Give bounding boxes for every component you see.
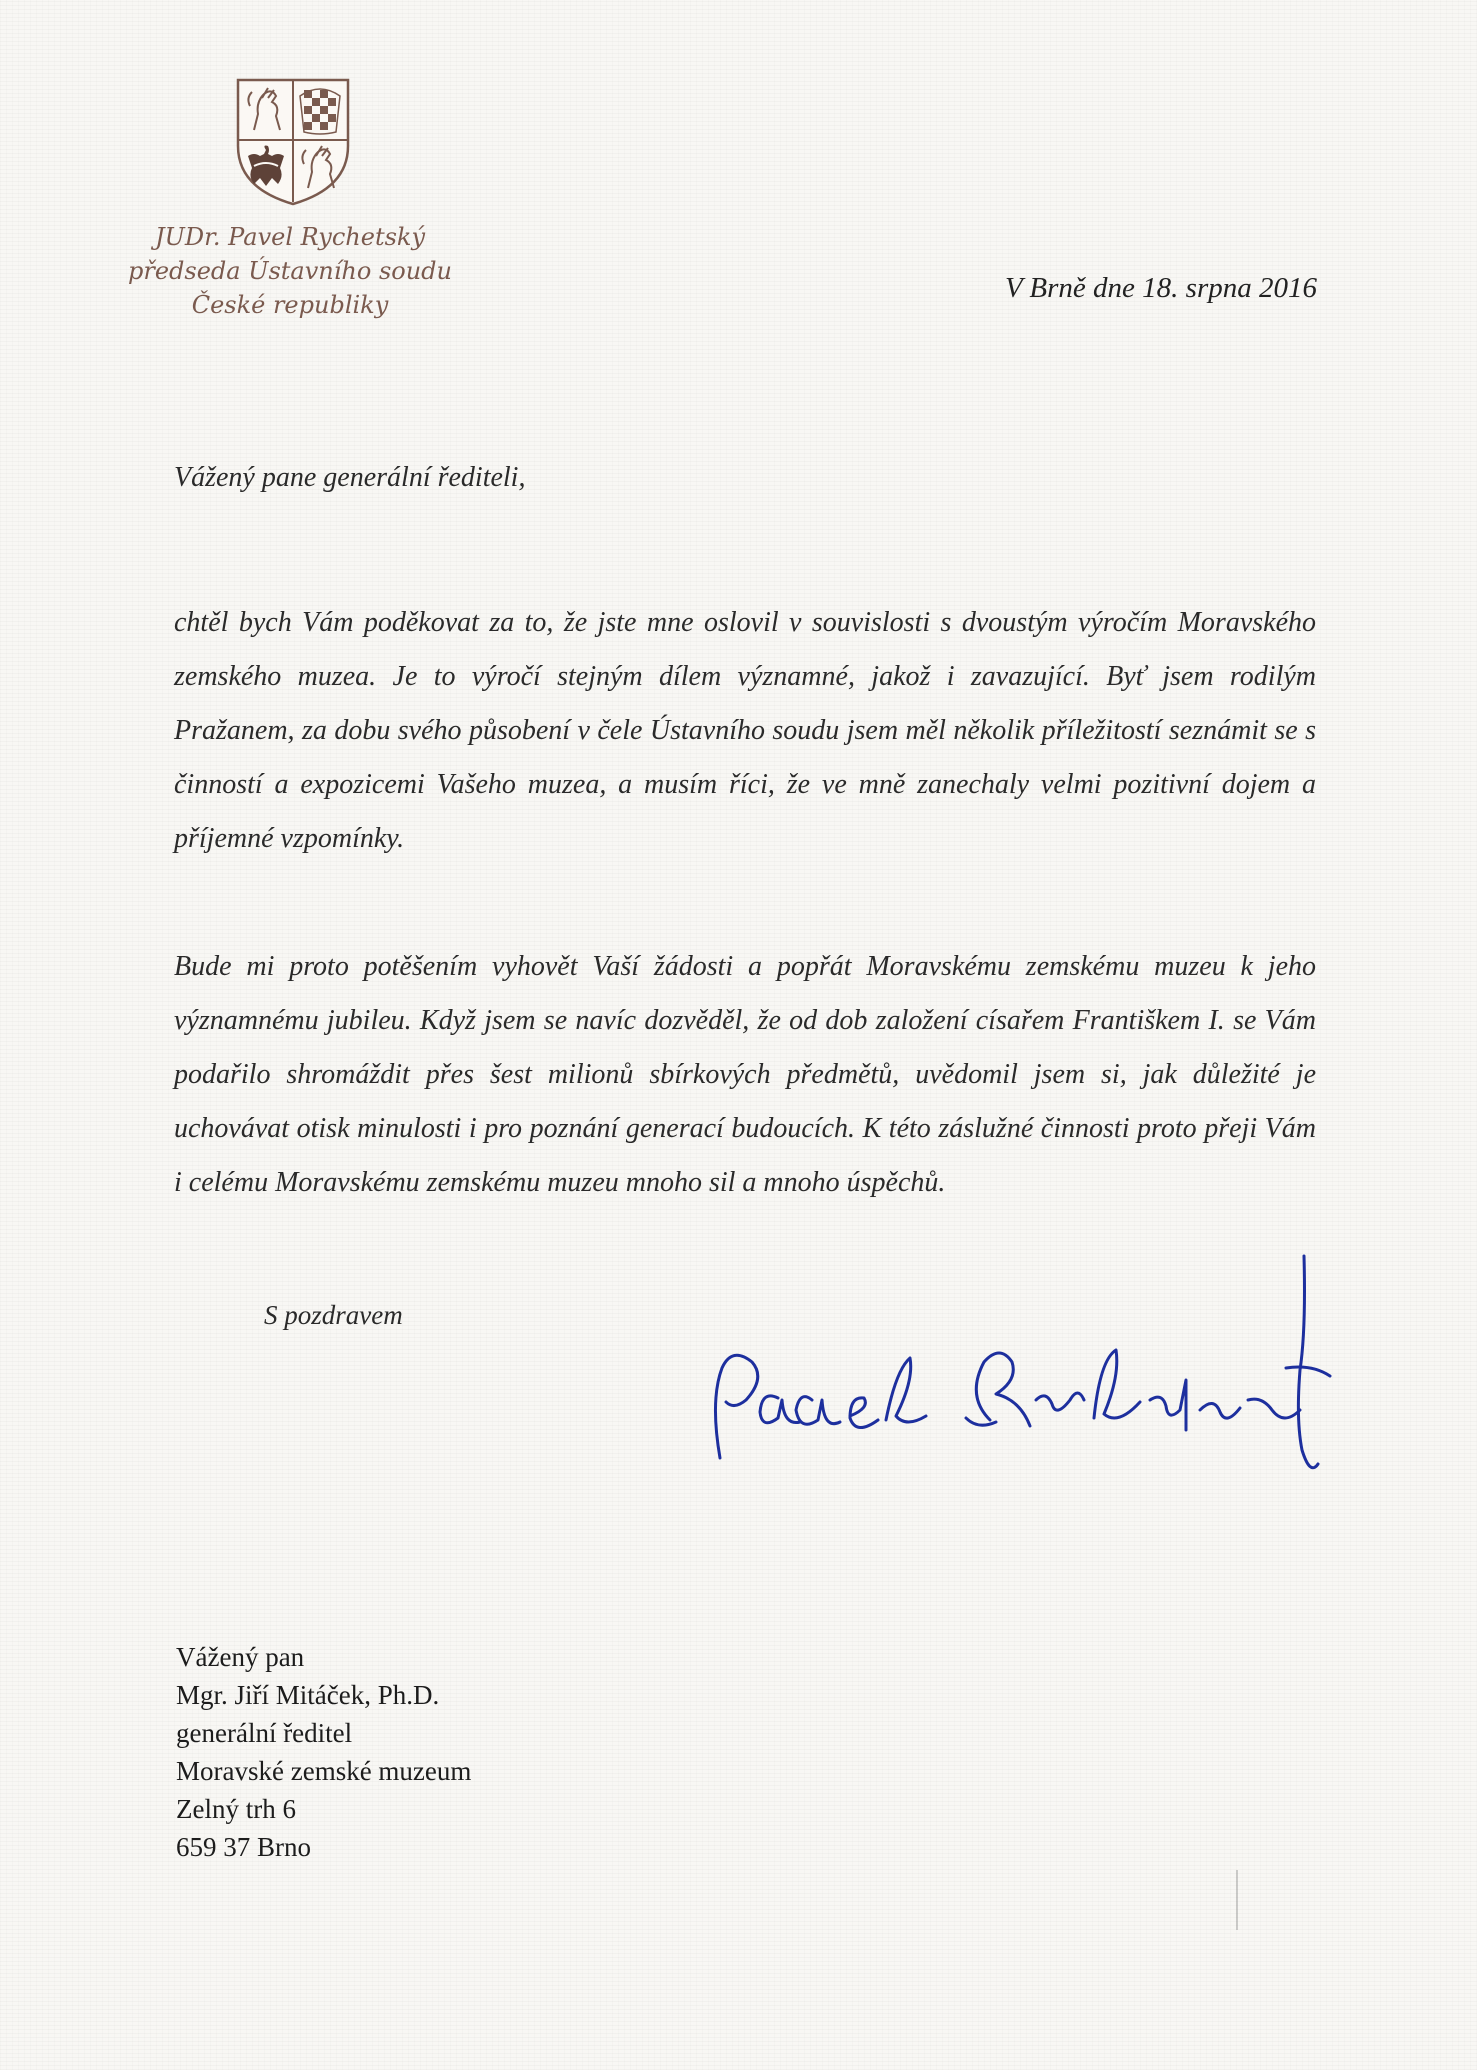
handwritten-signature [700,1250,1360,1500]
salutation: Vážený pane generální řediteli, [174,462,526,493]
body-paragraph-1: chtěl bych Vám poděkovat za to, že jste mne oslovil v souvislosti s dvoustým výročím Moravského zemského muzea. Je to výročí stejným dílem významné, jakož i zavazující. Byť jsem rodilým Pražanem, za dobu svého působení v čele Ústavního soudu jsem měl několik příležitostí seznámit se s činností a expozicemi Vašeho muzea, a musím říci, že ve mně zanechaly velmi pozitivní dojem a příjemné vzpomínky. [174,607,1316,854]
date-line: V Brně dne 18. srpna 2016 [1004,272,1317,304]
letterhead-position: předseda Ústavního soudu [128,257,452,285]
recipient-street: Zelný trh 6 [176,1794,296,1824]
letterhead-institution: České republiky [191,291,389,319]
recipient-organization: Moravské zemské muzeum [176,1756,472,1786]
recipient-title: generální ředitel [176,1718,353,1748]
recipient-address [176,1638,471,1866]
czech-state-coat-of-arms-icon [232,76,354,208]
recipient-salutation: Vážený pan [176,1642,305,1672]
body-paragraph-2: Bude mi proto potěšením vyhovět Vaší žádosti a popřát Moravskému zemskému muzeu k jeho významnému jubileu. Když jsem se navíc dozvěděl, že od dob založení císařem Františkem I. se Vám podařilo shromáždit přes šest milionů sbírkových předmětů, uvědomil jsem si, jak důležité je uchovávat otisk minulosti i pro poznání generací budoucích. K této záslužné činnosti proto přeji Vám i celému Moravskému zemskému muzeu mnoho sil a mnoho úspěchů. [174,951,1316,1198]
closing: S pozdravem [264,1300,403,1330]
recipient-city: 659 37 Brno [176,1832,311,1862]
pencil-mark [1236,1870,1238,1930]
recipient-name: Mgr. Jiří Mitáček, Ph.D. [176,1680,440,1710]
letterhead [120,220,460,322]
letterhead-name: JUDr. Pavel Rychetský [155,223,425,251]
